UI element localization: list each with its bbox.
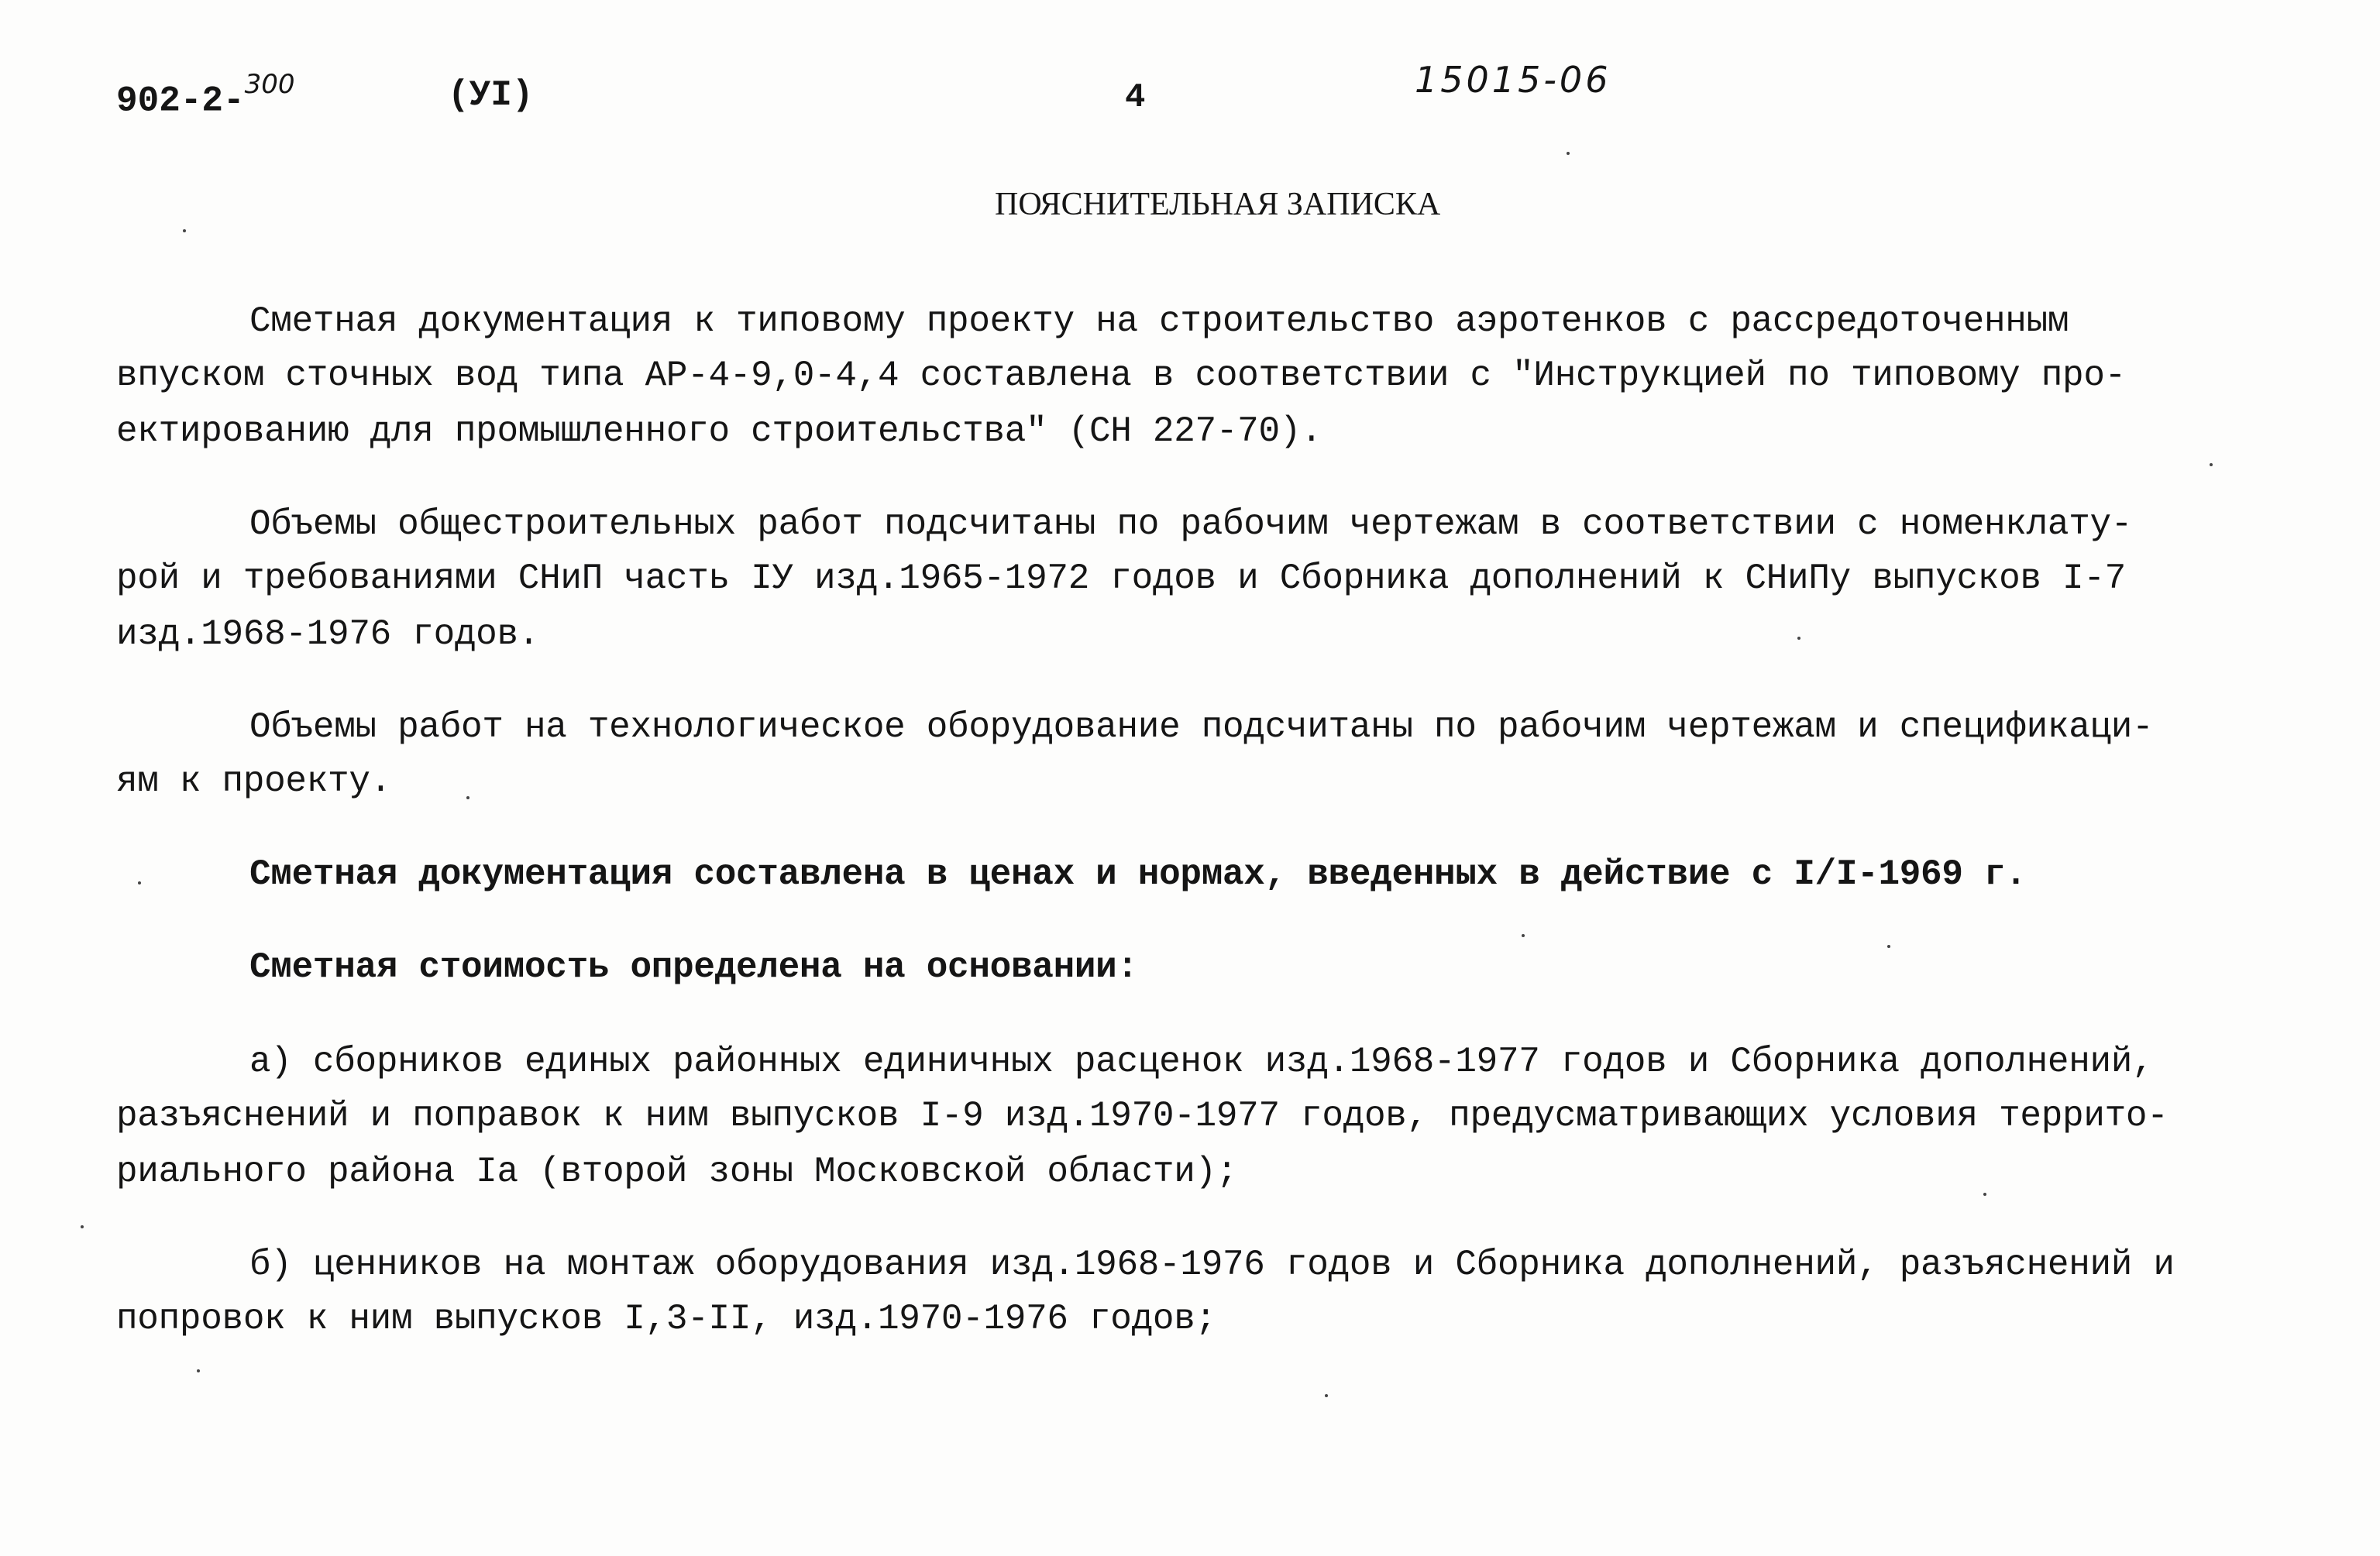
scan-speck bbox=[197, 1369, 200, 1372]
paragraph-3-line-2: ям к проекту. bbox=[116, 761, 391, 802]
document-code-number: 300 bbox=[244, 69, 295, 100]
paragraph-2-line-1: Объемы общестроительных работ подсчитаны по рабочим чертежам в соответствии с номенклату- bbox=[249, 504, 2133, 544]
scan-speck bbox=[183, 229, 186, 232]
scan-speck bbox=[466, 796, 469, 799]
scan-speck bbox=[81, 1225, 84, 1228]
paragraph-2-line-2: рой и требованиями СНиП часть IУ изд.1965-1972 годов и Сборника дополнений к СНиПу выпусков I-7 bbox=[116, 558, 2126, 599]
scan-speck bbox=[1325, 1394, 1328, 1397]
paragraph-5-line-1: Сметная стоимость определена на основании: bbox=[249, 947, 1138, 988]
series-number: (УI) bbox=[448, 75, 534, 115]
scan-speck bbox=[1797, 637, 1800, 640]
paragraph-3-line-1: Объемы работ на технологическое оборудование подсчитаны по рабочим чертежам и спецификаци- bbox=[249, 707, 2154, 747]
item-b-line-1: б) ценников на монтаж оборудования изд.1968-1976 годов и Сборника дополнений, разъяснений и bbox=[249, 1245, 2175, 1285]
paragraph-1-line-3: ектированию для промышленного строительства" (СН 227-70). bbox=[116, 411, 1322, 452]
document-code-base: 902-2- bbox=[116, 81, 245, 122]
item-a-line-2: разъяснений и поправок к ним выпусков I-9 изд.1970-1977 годов, предусматривающих условия террито- bbox=[116, 1096, 2168, 1136]
scan-speck bbox=[138, 881, 141, 884]
scan-speck bbox=[1887, 945, 1890, 948]
page-number: 4 bbox=[1125, 78, 1146, 117]
inventory-number: 15015-06 bbox=[1415, 59, 1611, 101]
paragraph-4-line-1: Сметная документация составлена в ценах и нормах, введенных в действие с I/I-1969 г. bbox=[249, 854, 2027, 895]
document-code bbox=[116, 69, 295, 122]
scan-speck bbox=[1522, 934, 1525, 937]
scan-speck bbox=[2210, 463, 2213, 466]
item-a-line-3: риального района Iа (второй зоны Московской области); bbox=[116, 1152, 1238, 1192]
scan-speck bbox=[1567, 152, 1570, 155]
paragraph-1-line-1: Сметная документация к типовому проекту на строительство аэротенков с рассредоточенным bbox=[249, 301, 2069, 342]
paragraph-1-line-2: впуском сточных вод типа АР-4-9,0-4,4 составлена в соответствии с "Инструкцией по типовому про- bbox=[116, 356, 2126, 396]
scan-speck bbox=[1983, 1193, 1986, 1196]
document-title: ПОЯСНИТЕЛЬНАЯ ЗАПИСКА bbox=[995, 187, 1441, 222]
item-b-line-2: попровок к ним выпусков I,3-II, изд.1970-1976 годов; bbox=[116, 1299, 1216, 1339]
item-a-line-1: а) сборников единых районных единичных расценок изд.1968-1977 годов и Сборника дополнений, bbox=[249, 1042, 2154, 1082]
paragraph-2-line-3: изд.1968-1976 годов. bbox=[116, 614, 540, 654]
